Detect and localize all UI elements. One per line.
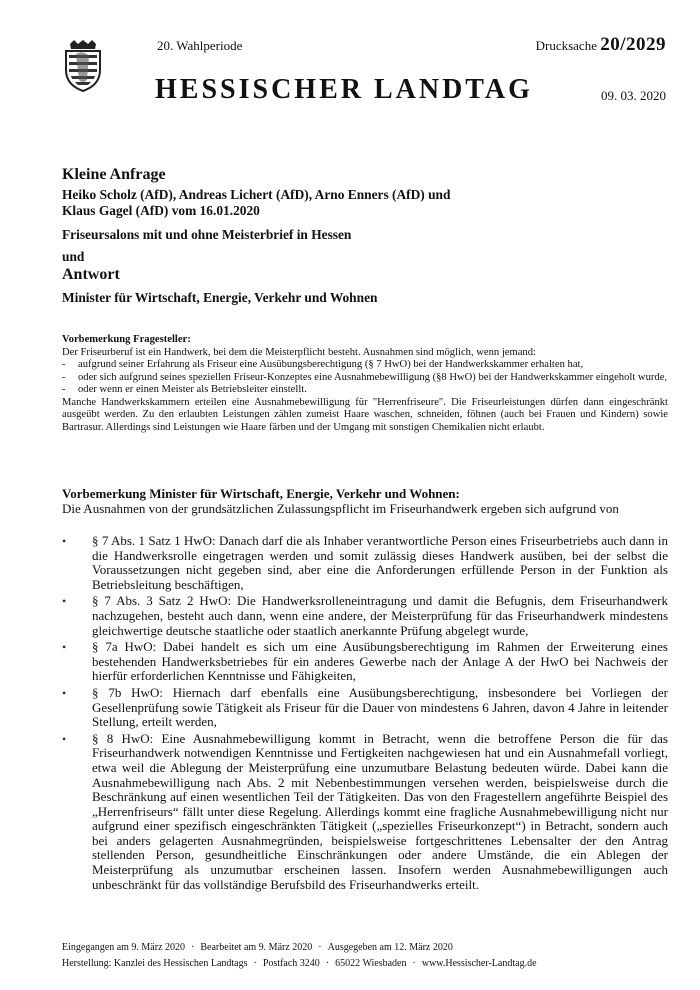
footer-publisher: Herstellung: Kanzlei des Hessischen Landtags bbox=[62, 958, 248, 969]
answer-label: Antwort bbox=[62, 266, 120, 283]
footer-separator: · bbox=[253, 958, 257, 969]
footer-separator: · bbox=[318, 942, 322, 953]
list-item bbox=[62, 372, 668, 385]
footer-separator: · bbox=[191, 942, 195, 953]
drucksache-value: 20/2029 bbox=[600, 34, 666, 55]
list-item bbox=[62, 594, 668, 638]
list-item-text: § 7 Abs. 3 Satz 2 HwO: Die Handwerksrolleneintragung und damit die Befugnis, dem Friseurhandwerk nachzugehen, besteht auch dann, wenn eine andere, der Meisterprüfung für das Friseurhandwerk mindestens gleichwertige deutsche staatliche oder staatlich anerkannte Prüfung abgelegt wurde, bbox=[92, 593, 668, 638]
list-item-text: § 7 Abs. 1 Satz 1 HwO: Danach darf die als Inhaber verantwortliche Person eines Friseurbetriebs auch dann in die Handwerksrolle eingetragen werden und somit zulässig dieses Handwerk ausüben, bei der selbst die Voraussetzungen nicht gegeben sind, aber eine die Anforderungen erfüllende Person in der Funktion als Betriebsleitung beschäftigen, bbox=[92, 533, 668, 592]
list-item-text: oder wenn er einen Meister als Betriebsleiter einstellt. bbox=[78, 384, 307, 395]
authors-line-1: Heiko Scholz (AfD), Andreas Lichert (AfD), Arno Enners (AfD) und bbox=[62, 187, 451, 202]
document-kind: Kleine Anfrage bbox=[62, 166, 166, 183]
dash-marker: - bbox=[62, 371, 66, 383]
footer-line-dates bbox=[62, 940, 672, 956]
list-item bbox=[62, 534, 668, 592]
drucksache-number bbox=[536, 34, 666, 56]
section-title: Vorbemerkung Fragesteller: bbox=[62, 334, 191, 345]
drucksache-label: Drucksache bbox=[535, 38, 597, 53]
list-item-text: aufgrund seiner Erfahrung als Friseur eine Ausübungsberechtigung (§ 7 HwO) bei der Handwerkskammer erhalten hat, bbox=[78, 359, 584, 370]
document-date: 09. 03. 2020 bbox=[601, 88, 666, 103]
list-item bbox=[62, 686, 668, 730]
wahlperiode: 20. Wahlperiode bbox=[157, 38, 243, 53]
list-item bbox=[62, 732, 668, 893]
bullet-icon: • bbox=[62, 594, 67, 609]
bullet-icon: • bbox=[62, 685, 67, 700]
authors-line-2: Klaus Gagel (AfD) vom 16.01.2020 bbox=[62, 203, 260, 218]
list-item bbox=[62, 359, 668, 372]
heading-block bbox=[62, 166, 662, 306]
list-item bbox=[62, 640, 668, 684]
list-item-text: § 7a HwO: Dabei handelt es sich um eine Ausübungsberechtigung im Rahmen der Erweiterung eines bestehenden Handwerksbetriebes für ein anderes Gewerbe nach der Anlage A der HwO bei Nachweis der hierfür erforderlichen Kenntnisse und Fähigkeiten, bbox=[92, 639, 668, 684]
bullet-icon: • bbox=[62, 534, 67, 548]
vorbemerkung-minister bbox=[62, 487, 668, 516]
dash-marker: - bbox=[62, 359, 66, 370]
footer-line-publisher bbox=[62, 956, 672, 972]
section-title: Vorbemerkung Minister für Wirtschaft, Energie, Verkehr und Wohnen: bbox=[62, 486, 460, 501]
paragraph: Die Ausnahmen von der grundsätzlichen Zulassungspflicht im Friseurhandwerk ergeben sich aufgrund von bbox=[62, 500, 619, 516]
list-item-text: § 7b HwO: Hiernach darf ebenfalls eine Ausübungsberechtigung, insbesondere bei Vorliegen der Gesellenprüfung sowie Tätigkeit als Friseur für die Dauer von mindestens 6 Jahren, davon 4 Jahre in leitender Stellung, erteilt werden, bbox=[92, 684, 668, 730]
footer-received: Eingegangen am 9. März 2020 bbox=[62, 942, 186, 953]
footer-postbox: Postfach 3240 bbox=[262, 958, 320, 969]
list-item bbox=[62, 384, 668, 397]
bullet-icon: • bbox=[62, 640, 67, 655]
list-item-text: oder sich aufgrund seines speziellen Friseur-Konzeptes eine Ausnahmebewilligung (§8 HwO) bei der Handwerkskammer eingeholt wurde, bbox=[78, 371, 668, 383]
footer-processed: Bearbeitet am 9. März 2020 bbox=[200, 942, 313, 953]
und-label: und bbox=[62, 249, 85, 264]
footer-separator: · bbox=[412, 958, 416, 969]
footer-website-link[interactable]: www.Hessischer-Landtag.de bbox=[421, 958, 537, 969]
vorbemerkung-fragesteller bbox=[62, 334, 668, 434]
parliament-title: HESSISCHER LANDTAG bbox=[155, 74, 533, 105]
hessen-coat-of-arms-icon bbox=[62, 40, 104, 92]
paragraph: Manche Handwerkskammern erteilen eine Ausnahmebewilligung für "Herrenfriseure". Die Friseurleistungen dürfen dann eingeschränkt ausgeübt werden. Zu den erlaubten Leistungen zählen zumeist Haare waschen, schneiden, föhnen (auch bei Frauen und Kindern) sowie Bartrasur. Allerdings sind Leistungen wie Haare färben und der Umgang mit sonstigen Chemikalien nicht erlaubt. bbox=[62, 396, 668, 433]
footer-city: 65022 Wiesbaden bbox=[335, 958, 407, 969]
paragraph: Der Friseurberuf ist ein Handwerk, bei dem die Meisterpflicht besteht. Ausnahmen sind möglich, wenn jemand: bbox=[62, 346, 536, 358]
subject: Friseursalons mit und ohne Meisterbrief in Hessen bbox=[62, 227, 352, 242]
minister-bullet-list bbox=[62, 534, 668, 894]
minister-label: Minister für Wirtschaft, Energie, Verkehr und Wohnen bbox=[62, 290, 378, 305]
footer bbox=[62, 940, 672, 972]
dash-marker: - bbox=[62, 384, 66, 395]
footer-issued: Ausgegeben am 12. März 2020 bbox=[327, 942, 453, 953]
footer-separator: · bbox=[325, 958, 330, 969]
bullet-icon: • bbox=[62, 731, 67, 746]
list-item-text: § 8 HwO: Eine Ausnahmebewilligung kommt in Betracht, wenn die betroffene Person die für das Friseurhandwerk notwendigen Kenntnisse und Fertigkeiten nachgewiesen hat und ein Ausnahmefall vorliegt, etwa weil die Ablegung der Meisterprüfung eine unzumutbare Belastung bedeuten würde. Dabei kann die Ausnahmebewilligung nach Abs. 2 mit Nebenbestimmungen versehen werden, beispielsweise durch die Beschränkung auf einen wesentlichen Teil der Tätigkeiten. Das von den Fragestellern angeführte Beispiel des „Herrenfriseurs“ fällt unter diese Regelung. Allerdings kommt eine fragliche Ausnahmebewilligung nicht nur aufgrund einer spezifisch eingeschränkten Tätigkeit („spezielles Friseurkonzept“) in Betracht, sondern auch bei anders gelagerten Ausnahmegründen, beispielsweise fortgeschrittenes Lebensalter der den Antrag stellenden Person, gesundheitliche Einschränkungen oder andere Umstände, die ein Ablegen der Meisterprüfung als unzumutbar erscheinen lassen. Insofern werden Ausnahmebewilligungen auch unbeschränkt für das vollständige Berufsbild des Friseurhandwerks erteilt. bbox=[92, 730, 668, 892]
